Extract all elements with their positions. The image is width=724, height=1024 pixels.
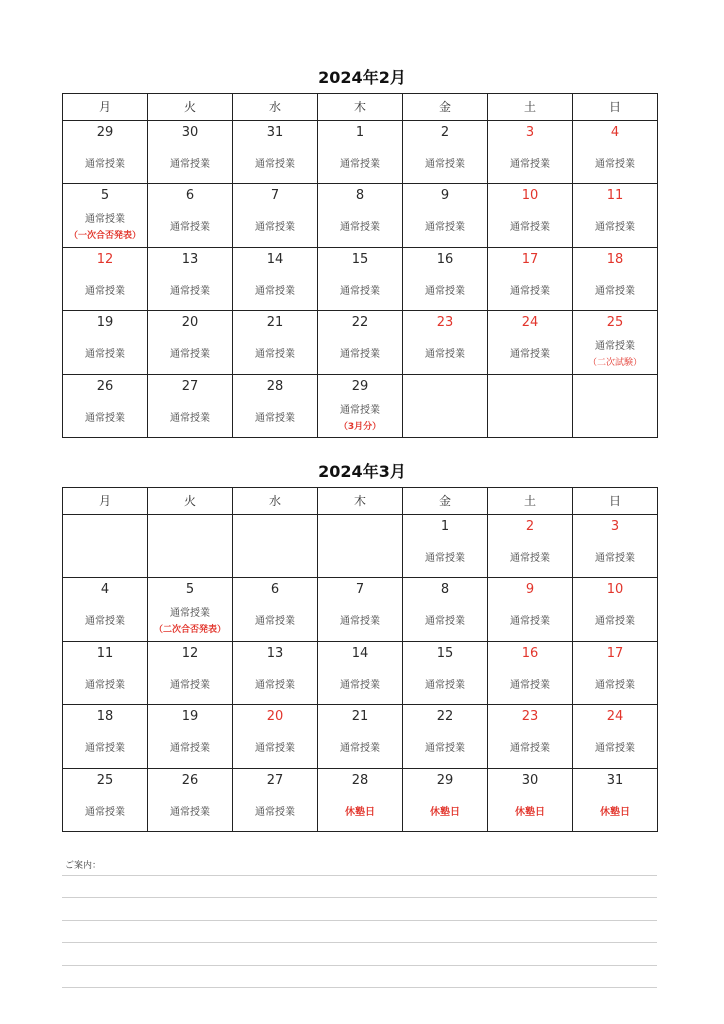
class-label: 通常授業 bbox=[340, 285, 380, 297]
day-cell bbox=[403, 248, 488, 311]
day-number: 20 bbox=[181, 315, 199, 331]
day-cell bbox=[148, 184, 233, 247]
day-cell bbox=[573, 184, 658, 247]
class-label: 通常授業 bbox=[340, 159, 380, 170]
class-label: 通常授業 bbox=[85, 349, 125, 361]
weekday-header: 木 bbox=[318, 94, 403, 121]
class-label: 通常授業 bbox=[595, 341, 635, 353]
class-label: 通常授業 bbox=[85, 159, 125, 170]
day-number: 17 bbox=[606, 645, 624, 661]
weekday-header: 土 bbox=[488, 94, 573, 121]
class-label: 通常授業 bbox=[170, 285, 210, 297]
day-cell bbox=[573, 642, 658, 705]
day-number: 27 bbox=[181, 378, 199, 394]
day-number: 16 bbox=[436, 251, 454, 267]
day-number: 7 bbox=[355, 582, 365, 598]
day-cell bbox=[233, 184, 318, 247]
day-number: 20 bbox=[266, 709, 284, 725]
day-cell bbox=[63, 121, 148, 184]
class-label: 通常授業 bbox=[170, 608, 210, 620]
day-cell bbox=[63, 578, 148, 641]
day-cell bbox=[148, 769, 233, 832]
day-number: 29 bbox=[436, 772, 454, 788]
day-cell bbox=[488, 578, 573, 641]
day-cell bbox=[63, 769, 148, 832]
notes-line bbox=[62, 920, 657, 942]
class-label: 通常授業 bbox=[340, 616, 380, 628]
class-label: 通常授業 bbox=[255, 743, 295, 755]
day-cell bbox=[488, 642, 573, 705]
class-label: 通常授業 bbox=[425, 553, 465, 564]
day-cell bbox=[488, 769, 573, 832]
day-number: 4 bbox=[100, 582, 110, 598]
empty-cell bbox=[488, 375, 573, 438]
class-label: 通常授業 bbox=[85, 679, 125, 691]
day-cell bbox=[233, 121, 318, 184]
day-number: 19 bbox=[96, 315, 114, 331]
day-cell bbox=[148, 375, 233, 438]
class-label: 通常授業 bbox=[85, 412, 125, 424]
day-cell bbox=[233, 375, 318, 438]
day-cell bbox=[63, 642, 148, 705]
day-number: 11 bbox=[606, 188, 624, 204]
day-number: 16 bbox=[521, 645, 539, 661]
day-cell bbox=[573, 769, 658, 832]
day-cell bbox=[573, 121, 658, 184]
weekday-header: 火 bbox=[148, 94, 233, 121]
day-cell bbox=[148, 311, 233, 374]
schedule-note: （二次試験） bbox=[587, 358, 642, 369]
day-number: 5 bbox=[100, 188, 110, 204]
class-label: 通常授業 bbox=[425, 349, 465, 361]
day-number: 9 bbox=[525, 582, 535, 598]
day-cell bbox=[233, 769, 318, 832]
class-label: 通常授業 bbox=[595, 222, 635, 234]
day-number: 17 bbox=[521, 251, 539, 267]
day-cell bbox=[318, 705, 403, 768]
empty-cell bbox=[63, 515, 148, 578]
class-label: 通常授業 bbox=[425, 743, 465, 755]
day-cell bbox=[403, 121, 488, 184]
day-number: 31 bbox=[266, 125, 284, 140]
day-number: 15 bbox=[436, 645, 454, 661]
day-cell bbox=[233, 705, 318, 768]
class-label: 通常授業 bbox=[170, 743, 210, 755]
day-cell bbox=[403, 769, 488, 832]
day-number: 3 bbox=[525, 125, 535, 140]
class-label: 通常授業 bbox=[255, 679, 295, 691]
day-cell bbox=[488, 248, 573, 311]
day-number: 25 bbox=[96, 772, 114, 788]
notes-line bbox=[62, 965, 657, 987]
day-cell bbox=[63, 705, 148, 768]
day-cell bbox=[403, 578, 488, 641]
day-cell bbox=[318, 769, 403, 832]
day-cell bbox=[63, 184, 148, 247]
day-cell bbox=[318, 248, 403, 311]
notes-line bbox=[62, 942, 657, 964]
notes-line bbox=[62, 875, 657, 897]
weekday-header: 金 bbox=[403, 94, 488, 121]
class-label: 通常授業 bbox=[425, 159, 465, 170]
day-number: 14 bbox=[266, 251, 284, 267]
day-cell bbox=[403, 184, 488, 247]
day-number: 23 bbox=[521, 709, 539, 725]
class-label: 通常授業 bbox=[510, 349, 550, 361]
empty-cell bbox=[148, 515, 233, 578]
day-number: 26 bbox=[96, 378, 114, 394]
month-title: 2024年3月 bbox=[318, 462, 406, 481]
calendar-grid-march bbox=[62, 487, 658, 832]
class-label: 通常授業 bbox=[425, 222, 465, 234]
class-label: 通常授業 bbox=[85, 743, 125, 755]
notes-line bbox=[62, 897, 657, 919]
class-label: 通常授業 bbox=[340, 679, 380, 691]
day-cell bbox=[318, 578, 403, 641]
day-cell bbox=[148, 705, 233, 768]
day-number: 21 bbox=[266, 315, 284, 331]
class-label: 通常授業 bbox=[510, 222, 550, 234]
day-number: 14 bbox=[351, 645, 369, 661]
day-number: 25 bbox=[606, 315, 624, 331]
day-number: 3 bbox=[610, 519, 620, 534]
class-label: 通常授業 bbox=[595, 159, 635, 170]
day-number: 6 bbox=[185, 188, 195, 204]
day-number: 22 bbox=[436, 709, 454, 725]
day-number: 30 bbox=[181, 125, 199, 140]
class-label: 通常授業 bbox=[425, 285, 465, 297]
class-label: 通常授業 bbox=[170, 159, 210, 170]
day-number: 29 bbox=[351, 378, 369, 394]
day-number: 4 bbox=[610, 125, 620, 140]
class-label: 通常授業 bbox=[340, 743, 380, 755]
closed-day-label: 休塾日 bbox=[600, 806, 630, 818]
day-cell bbox=[148, 248, 233, 311]
day-cell bbox=[403, 515, 488, 578]
day-number: 18 bbox=[96, 709, 114, 725]
day-number: 11 bbox=[96, 645, 114, 661]
day-cell bbox=[318, 184, 403, 247]
weekday-header: 木 bbox=[318, 488, 403, 515]
class-label: 通常授業 bbox=[255, 412, 295, 424]
day-number: 24 bbox=[521, 315, 539, 331]
class-label: 通常授業 bbox=[425, 616, 465, 628]
day-number: 29 bbox=[96, 125, 114, 140]
day-cell bbox=[318, 642, 403, 705]
day-number: 22 bbox=[351, 315, 369, 331]
day-cell bbox=[63, 375, 148, 438]
class-label: 通常授業 bbox=[85, 214, 125, 226]
day-cell bbox=[148, 642, 233, 705]
weekday-header: 水 bbox=[233, 488, 318, 515]
day-number: 8 bbox=[440, 582, 450, 598]
day-number: 15 bbox=[351, 251, 369, 267]
day-cell bbox=[573, 515, 658, 578]
day-number: 21 bbox=[351, 709, 369, 725]
day-cell bbox=[233, 311, 318, 374]
weekday-header: 土 bbox=[488, 488, 573, 515]
class-label: 通常授業 bbox=[85, 285, 125, 297]
empty-cell bbox=[573, 375, 658, 438]
class-label: 通常授業 bbox=[170, 349, 210, 361]
day-cell bbox=[573, 311, 658, 374]
day-number: 9 bbox=[440, 188, 450, 204]
day-number: 2 bbox=[525, 519, 535, 534]
class-label: 通常授業 bbox=[255, 285, 295, 297]
day-cell bbox=[233, 578, 318, 641]
schedule-note: （一次合否発表） bbox=[68, 231, 141, 242]
class-label: 通常授業 bbox=[595, 285, 635, 297]
class-label: 通常授業 bbox=[510, 285, 550, 297]
empty-cell bbox=[403, 375, 488, 438]
day-number: 12 bbox=[96, 251, 114, 267]
day-cell bbox=[63, 248, 148, 311]
day-cell bbox=[318, 311, 403, 374]
day-number: 10 bbox=[521, 188, 539, 204]
day-number: 23 bbox=[436, 315, 454, 331]
day-cell bbox=[573, 578, 658, 641]
class-label: 通常授業 bbox=[255, 616, 295, 628]
class-label: 通常授業 bbox=[510, 159, 550, 170]
day-cell bbox=[233, 642, 318, 705]
notes-line bbox=[62, 987, 657, 1009]
closed-day-label: 休塾日 bbox=[345, 806, 375, 818]
notes-label: ご案内： bbox=[65, 861, 102, 871]
class-label: 通常授業 bbox=[425, 679, 465, 691]
day-number: 19 bbox=[181, 709, 199, 725]
day-number: 18 bbox=[606, 251, 624, 267]
class-label: 通常授業 bbox=[510, 616, 550, 628]
class-label: 通常授業 bbox=[85, 806, 125, 818]
day-cell bbox=[403, 311, 488, 374]
weekday-header: 日 bbox=[573, 488, 658, 515]
day-cell bbox=[233, 248, 318, 311]
class-label: 通常授業 bbox=[340, 349, 380, 361]
class-label: 通常授業 bbox=[170, 806, 210, 818]
day-number: 1 bbox=[355, 125, 365, 140]
day-cell bbox=[573, 248, 658, 311]
weekday-header: 日 bbox=[573, 94, 658, 121]
day-cell bbox=[488, 121, 573, 184]
day-number: 13 bbox=[181, 251, 199, 267]
weekday-header: 水 bbox=[233, 94, 318, 121]
class-label: 通常授業 bbox=[595, 616, 635, 628]
month-title: 2024年2月 bbox=[318, 68, 406, 87]
day-cell bbox=[573, 705, 658, 768]
class-label: 通常授業 bbox=[255, 159, 295, 170]
class-label: 通常授業 bbox=[85, 616, 125, 628]
closed-day-label: 休塾日 bbox=[515, 806, 545, 818]
day-cell bbox=[63, 311, 148, 374]
notes-lines bbox=[62, 875, 657, 1009]
class-label: 通常授業 bbox=[595, 679, 635, 691]
day-number: 30 bbox=[521, 772, 539, 788]
class-label: 通常授業 bbox=[255, 806, 295, 818]
day-cell bbox=[488, 184, 573, 247]
day-cell bbox=[318, 121, 403, 184]
class-label: 通常授業 bbox=[255, 222, 295, 234]
class-label: 通常授業 bbox=[510, 743, 550, 755]
class-label: 通常授業 bbox=[255, 349, 295, 361]
closed-day-label: 休塾日 bbox=[430, 806, 460, 818]
day-number: 8 bbox=[355, 188, 365, 204]
day-number: 12 bbox=[181, 645, 199, 661]
class-label: 通常授業 bbox=[170, 679, 210, 691]
day-number: 7 bbox=[270, 188, 280, 204]
day-number: 6 bbox=[270, 582, 280, 598]
class-label: 通常授業 bbox=[510, 553, 550, 564]
weekday-header: 火 bbox=[148, 488, 233, 515]
class-label: 通常授業 bbox=[340, 222, 380, 234]
day-cell bbox=[488, 705, 573, 768]
day-cell bbox=[488, 311, 573, 374]
day-cell bbox=[403, 705, 488, 768]
schedule-note: （二次合否発表） bbox=[153, 625, 226, 636]
day-number: 5 bbox=[185, 582, 195, 598]
class-label: 通常授業 bbox=[510, 679, 550, 691]
weekday-header: 金 bbox=[403, 488, 488, 515]
day-number: 31 bbox=[606, 772, 624, 788]
day-cell bbox=[403, 642, 488, 705]
day-cell bbox=[148, 578, 233, 641]
weekday-header: 月 bbox=[63, 488, 148, 515]
day-number: 1 bbox=[440, 519, 450, 534]
day-number: 28 bbox=[351, 772, 369, 788]
class-label: 通常授業 bbox=[170, 412, 210, 424]
day-number: 13 bbox=[266, 645, 284, 661]
day-cell bbox=[148, 121, 233, 184]
day-number: 27 bbox=[266, 772, 284, 788]
day-number: 2 bbox=[440, 125, 450, 140]
class-label: 通常授業 bbox=[595, 743, 635, 755]
day-number: 28 bbox=[266, 378, 284, 394]
schedule-note: （3月分） bbox=[338, 421, 382, 432]
day-number: 26 bbox=[181, 772, 199, 788]
day-number: 24 bbox=[606, 709, 624, 725]
class-label: 通常授業 bbox=[170, 222, 210, 234]
day-cell bbox=[488, 515, 573, 578]
weekday-header: 月 bbox=[63, 94, 148, 121]
class-label: 通常授業 bbox=[595, 553, 635, 564]
class-label: 通常授業 bbox=[340, 404, 380, 416]
calendar-grid-february bbox=[62, 93, 658, 438]
day-number: 10 bbox=[606, 582, 624, 598]
day-cell bbox=[318, 375, 403, 438]
empty-cell bbox=[233, 515, 318, 578]
empty-cell bbox=[318, 515, 403, 578]
